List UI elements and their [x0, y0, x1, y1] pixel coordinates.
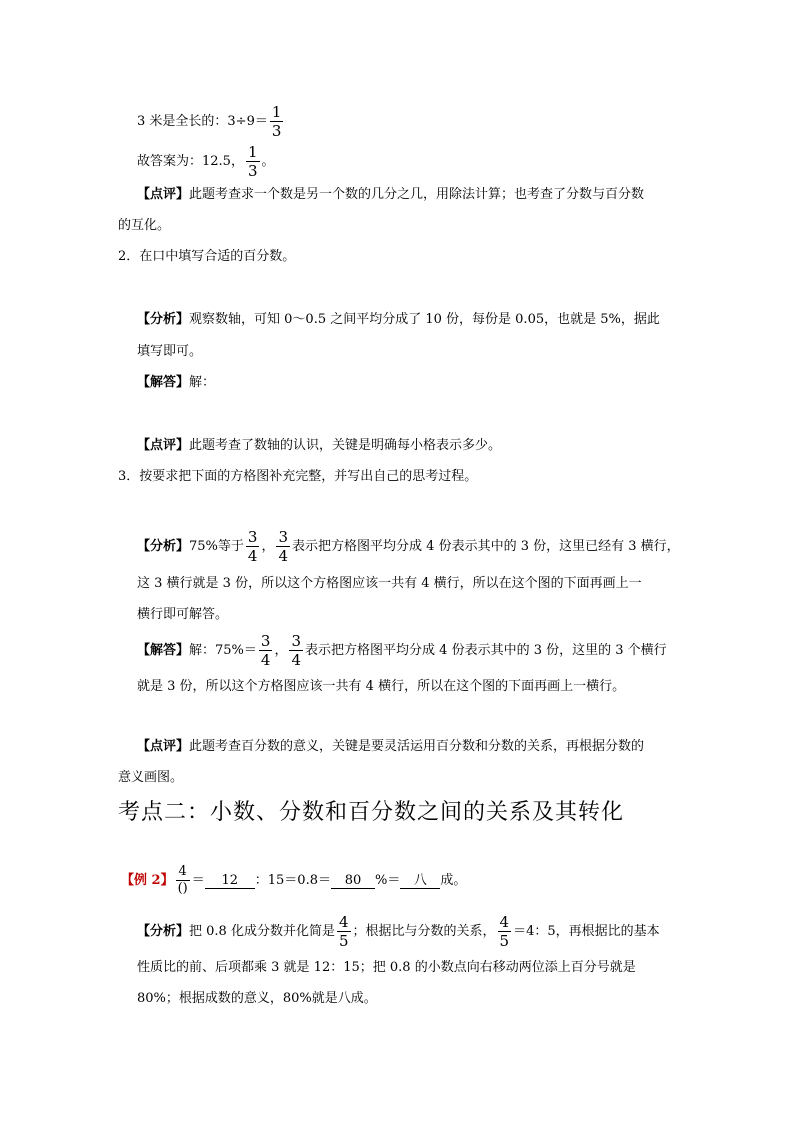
example2-analysis-line: 【分析】把 0.8 化成分数并化简是 $\frac{4}{5}$ ；根据比与分数的关系， $\frac{4}{5}$ ＝4：5，再根据比的基本 — [137, 913, 660, 950]
q2-answer-line: 【解答】解： — [137, 375, 216, 390]
q3-analysis-line3: 横行即可解答。 — [137, 607, 229, 622]
q1-result-line — [137, 103, 285, 140]
comment-tag: 【点评】 — [137, 438, 190, 453]
answer-blank-1: 12 — [205, 874, 255, 889]
example2-analysis-line2: 性质比的前、后项都乘 3 就是 12：15；把 0.8 的小数点向右移动两位添上百分号就是 — [137, 960, 636, 975]
analysis-tag: 【分析】 — [137, 924, 190, 939]
q3-comment-line: 【点评】此题考查百分数的意义，关键是要灵活运用百分数和分数的关系，再根据分数的 — [137, 739, 645, 754]
q2-analysis-line2: 填写即可。 — [137, 344, 203, 359]
analysis-tag: 【分析】 — [137, 312, 190, 327]
comment-text: 此题考查求一个数是另一个数的几分之几，用除法计算；也考查了分数与百分数 — [189, 187, 645, 202]
q1-answer-text: 故答案为：12.5， — [137, 154, 244, 169]
example2-line: 【例 2】 $\frac{4}{()}$ ＝ 12 ：15＝0.8＝ 80 %＝ 八 成。 — [121, 864, 467, 896]
fraction-one-third: $\frac{1}{3}$ — [271, 103, 282, 140]
fraction-four-fifths: $\frac{4}{5}$ — [338, 913, 349, 950]
fraction-three-quarters: $\frac{3}{4}$ — [260, 632, 271, 669]
q2-title: 2．在口中填写合适的百分数。 — [118, 249, 296, 264]
analysis-tag: 【分析】 — [137, 539, 190, 554]
section-heading: 考点二：小数、分数和百分数之间的关系及其转化 — [118, 800, 625, 825]
answer-blank-3: 八 — [400, 874, 440, 889]
q2-comment-line: 【点评】此题考查了数轴的认识，关键是明确每小格表示多少。 — [137, 438, 502, 453]
q3-title: 3．按要求把下面的方格图补充完整，并写出自己的思考过程。 — [118, 469, 478, 484]
answer-tag: 【解答】 — [137, 375, 190, 390]
fraction-three-quarters: $\frac{3}{4}$ — [247, 528, 258, 565]
q3-analysis-line2: 这 3 横行就是 3 份，所以这个方格图应该一共有 4 横行，所以在这个图的下面再画上一 — [137, 576, 642, 591]
fraction-one-third: $\frac{1}{3}$ — [247, 143, 258, 180]
answer-tag: 【解答】 — [137, 643, 190, 658]
example2-analysis-line3: 80%；根据成数的意义，80%就是八成。 — [137, 991, 377, 1006]
example-tag: 【例 2】 — [121, 873, 174, 888]
comment-tag: 【点评】 — [137, 739, 190, 754]
q2-analysis-line: 【分析】观察数轴，可知 0～0.5 之间平均分成了 10 份，每份是 0.05，也就是 5%，据此 — [137, 312, 660, 327]
q3-answer-line: 【解答】解：75%＝ $\frac{3}{4}$ ， $\frac{3}{4}$ 表示把方格图平均分成 4 份表示其中的 3 份，这里的 3 个横行 — [137, 632, 667, 669]
q1-answer-line: 故答案为：12.5， $\frac{1}{3}$ 。 — [137, 143, 275, 180]
q1-comment-line — [137, 188, 644, 201]
comment-tag: 【点评】 — [137, 187, 190, 202]
fraction-three-quarters: $\frac{3}{4}$ — [278, 528, 289, 565]
q3-answer-line2: 就是 3 份，所以这个方格图应该一共有 4 横行，所以在这个图的下面再画上一横行。 — [137, 679, 626, 694]
q1-comment-line2: 的互化。 — [118, 218, 171, 233]
q3-analysis-line: 【分析】75%等于 $\frac{3}{4}$ ， $\frac{3}{4}$ 表示把方格图平均分成 4 份表示其中的 3 份，这里已经有 3 横行， — [137, 528, 680, 565]
q1-result-text: 3 米是全长的：3÷9＝ — [137, 114, 268, 129]
fraction-three-quarters: $\frac{3}{4}$ — [291, 632, 302, 669]
q3-comment-line2: 意义画图。 — [118, 770, 184, 785]
fraction-four-fifths: $\frac{4}{5}$ — [499, 913, 510, 950]
answer-blank-2: 80 — [331, 874, 375, 889]
fraction-four-over-blank: $\frac{4}{()}$ — [177, 864, 188, 896]
